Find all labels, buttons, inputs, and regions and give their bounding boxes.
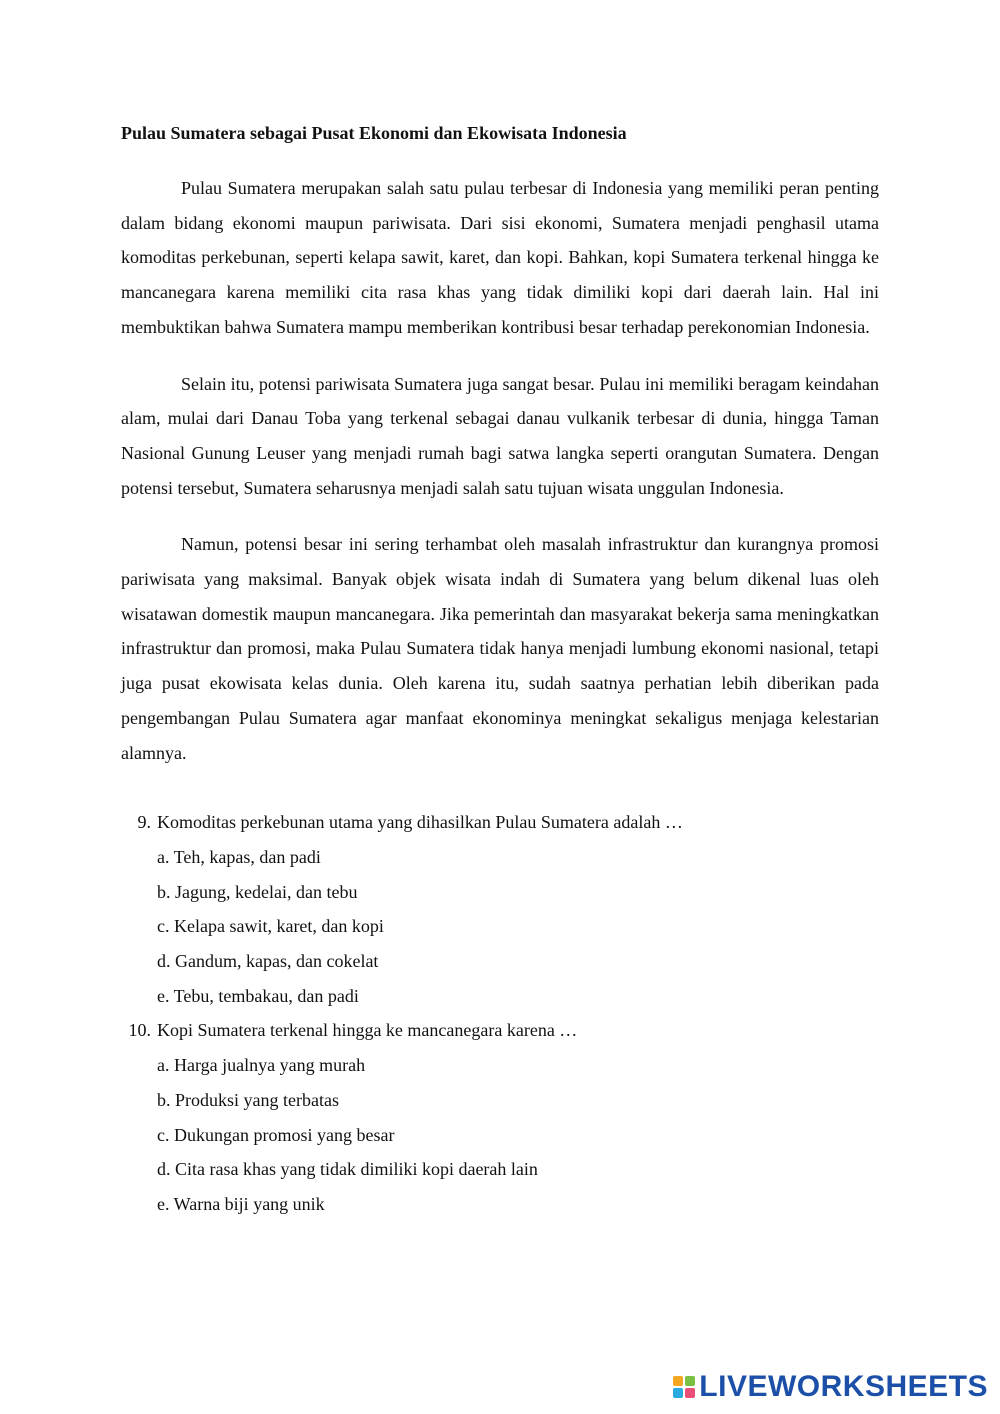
liveworksheets-logo bbox=[673, 1370, 988, 1404]
option-d[interactable]: d. Gandum, kapas, dan cokelat bbox=[157, 951, 379, 972]
paragraph-1: Pulau Sumatera merupakan salah satu pulau terbesar di Indonesia yang memiliki peran penting dalam bidang ekonomi maupun pariwisata. Dari sisi ekonomi, Sumatera menjadi penghasil utama komoditas perkebunan, seperti kelapa sawit, karet, dan kopi. Bahkan, kopi Sumatera terkenal hingga ke mancanegara karena memiliki cita rasa khas yang tidak dimiliki kopi dari daerah lain. Hal ini membuktikan bahwa Sumatera mampu memberikan kontribusi besar terhadap perekonomian Indonesia. bbox=[121, 178, 879, 337]
logo-square-1 bbox=[673, 1376, 683, 1386]
question-list bbox=[121, 805, 879, 1221]
question-text: Komoditas perkebunan utama yang dihasilkan Pulau Sumatera adalah … bbox=[157, 812, 683, 833]
option-a[interactable]: a. Harga jualnya yang murah bbox=[157, 1055, 366, 1076]
logo-square-3 bbox=[673, 1388, 683, 1398]
worksheet-page bbox=[121, 118, 879, 1222]
question-10 bbox=[121, 1013, 879, 1221]
question-stem bbox=[121, 805, 879, 840]
brand-name: LIVEWORKSHEETS bbox=[699, 1370, 988, 1403]
question-number: 10. bbox=[128, 1020, 151, 1041]
option-e[interactable]: e. Warna biji yang unik bbox=[157, 1193, 325, 1214]
paragraph-2: Selain itu, potensi pariwisata Sumatera juga sangat besar. Pulau ini memiliki beragam keindahan alam, mulai dari Danau Toba yang terkenal sebagai danau vulkanik terbesar di dunia, hingga Taman Nasional Gunung Leuser yang menjadi rumah bagi satwa langka seperti orangutan Sumatera. Dengan potensi tersebut, Sumatera seharusnya menjadi salah satu tujuan wisata unggulan Indonesia. bbox=[121, 373, 879, 498]
question-text: Kopi Sumatera terkenal hingga ke mancanegara karena … bbox=[157, 1020, 578, 1041]
question-stem bbox=[121, 1013, 879, 1048]
logo-square-2 bbox=[685, 1376, 695, 1386]
option-d[interactable]: d. Cita rasa khas yang tidak dimiliki kopi daerah lain bbox=[157, 1159, 538, 1180]
question-9 bbox=[121, 805, 879, 1013]
option-b[interactable]: b. Jagung, kedelai, dan tebu bbox=[157, 881, 358, 902]
option-a[interactable]: a. Teh, kapas, dan padi bbox=[157, 846, 321, 867]
logo-square-4 bbox=[685, 1388, 695, 1398]
document-title: Pulau Sumatera sebagai Pusat Ekonomi dan Ekowisata Indonesia bbox=[121, 123, 627, 143]
question-number: 9. bbox=[137, 812, 151, 833]
option-c[interactable]: c. Kelapa sawit, karet, dan kopi bbox=[157, 916, 384, 937]
liveworksheets-logo-icon bbox=[673, 1376, 695, 1398]
paragraph-3: Namun, potensi besar ini sering terhambat oleh masalah infrastruktur dan kurangnya promosi pariwisata yang maksimal. Banyak objek wisata indah di Sumatera yang belum dikenal luas oleh wisatawan domestik maupun mancanegara. Jika pemerintah dan masyarakat bekerja sama meningkatkan infrastruktur dan promosi, maka Pulau Sumatera tidak hanya menjadi lumbung ekonomi nasional, tetapi juga pusat ekowisata kelas dunia. Oleh karena itu, sudah saatnya perhatian lebih diberikan pada pengembangan Pulau Sumatera agar manfaat ekonominya meningkat sekaligus menjaga kelestarian alamnya. bbox=[121, 534, 879, 763]
option-b[interactable]: b. Produksi yang terbatas bbox=[157, 1089, 339, 1110]
option-e[interactable]: e. Tebu, tembakau, dan padi bbox=[157, 985, 359, 1006]
option-c[interactable]: c. Dukungan promosi yang besar bbox=[157, 1124, 395, 1145]
